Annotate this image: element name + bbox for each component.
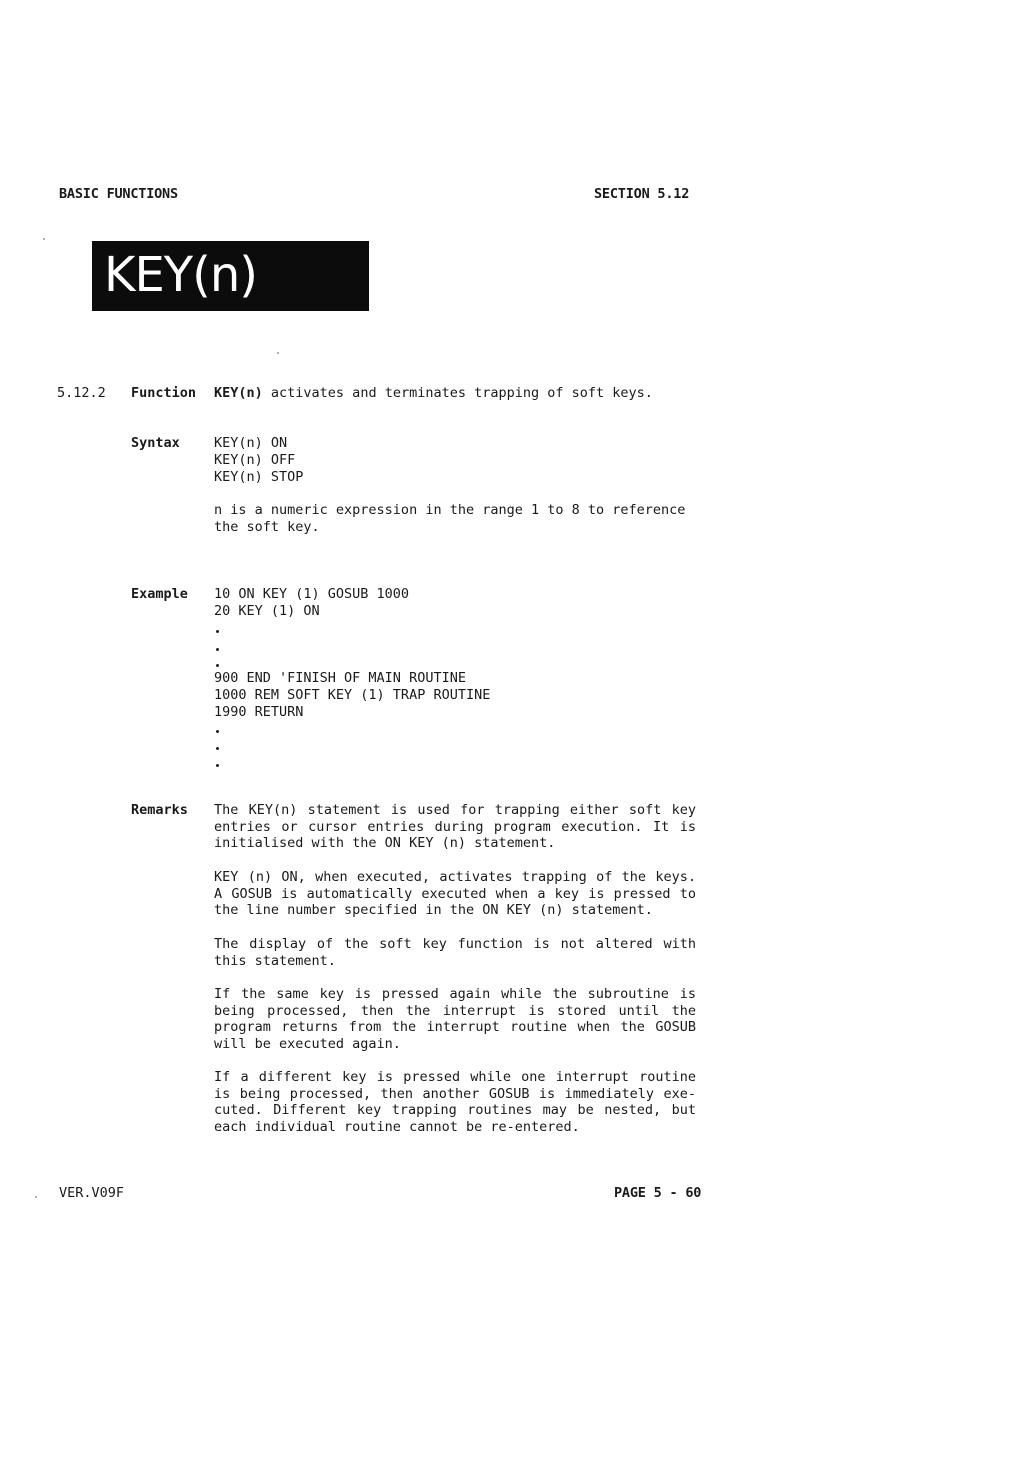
remarks-paragraph: The display of the soft key function is not altered with this statement. xyxy=(214,936,696,969)
scan-speck xyxy=(277,352,279,354)
syntax-description xyxy=(214,502,685,536)
ellipsis-dot xyxy=(216,764,219,767)
ellipsis-dot xyxy=(216,747,219,750)
syntax-line: KEY(n) OFF xyxy=(214,452,296,468)
header-left: BASIC FUNCTIONS xyxy=(59,186,178,202)
function-keyword: KEY(n) xyxy=(214,385,263,401)
code-line: 20 KEY (1) ON xyxy=(214,603,320,619)
ellipsis-dot xyxy=(216,648,219,651)
function-description xyxy=(214,385,653,402)
footer-page-number: PAGE 5 - 60 xyxy=(614,1185,702,1201)
footer-version: VER.V09F xyxy=(59,1185,125,1201)
syntax-label: Syntax xyxy=(131,435,180,451)
syntax-description-line: n is a numeric expression in the range 1 to 8 to reference xyxy=(214,502,686,518)
remarks-paragraph: If a different key is pressed while one interrupt routine is being processed, then another GOSUB is immediately exe- cuted. Different key trapping routines may be nested, but each individual routine cannot be re-entered. xyxy=(214,1069,696,1136)
function-text: activates and terminates trapping of soft keys. xyxy=(262,385,653,401)
example-label: Example xyxy=(131,586,188,602)
ellipsis-dot xyxy=(216,630,219,633)
code-line: 900 END 'FINISH OF MAIN ROUTINE xyxy=(214,670,466,686)
banner-title: KEY(n) xyxy=(104,247,257,303)
example-code-top xyxy=(214,586,409,620)
remarks-paragraph: KEY (n) ON, when executed, activates trapping of the keys. A GOSUB is automatically executed when a key is pressed to the line number specified in the ON KEY (n) statement. xyxy=(214,869,696,919)
scan-speck xyxy=(43,238,45,240)
code-line: 10 ON KEY (1) GOSUB 1000 xyxy=(214,586,410,602)
remarks-paragraph: If the same key is pressed again while the subroutine is being processed, then the interrupt is stored until the program returns from the interrupt routine when the GOSUB will be executed again. xyxy=(214,986,696,1053)
code-line: 1990 RETURN xyxy=(214,704,304,720)
section-number: 5.12.2 xyxy=(57,385,106,401)
syntax-description-line: the soft key. xyxy=(214,519,320,535)
header-right: SECTION 5.12 xyxy=(594,186,690,202)
ellipsis-dot xyxy=(216,664,219,667)
function-label: Function xyxy=(131,385,197,401)
syntax-lines xyxy=(214,435,303,486)
remarks-paragraph: The KEY(n) statement is used for trapping either soft key entries or cursor entries during program execution. It is initialised with the ON KEY (n) statement. xyxy=(214,802,696,852)
ellipsis-dot xyxy=(216,730,219,733)
code-line: 1000 REM SOFT KEY (1) TRAP ROUTINE xyxy=(214,687,491,703)
scan-speck xyxy=(35,1196,37,1198)
title-banner xyxy=(92,241,369,311)
syntax-line: KEY(n) ON xyxy=(214,435,288,451)
syntax-line: KEY(n) STOP xyxy=(214,469,304,485)
remarks-label: Remarks xyxy=(131,802,188,818)
example-code-mid xyxy=(214,670,490,721)
